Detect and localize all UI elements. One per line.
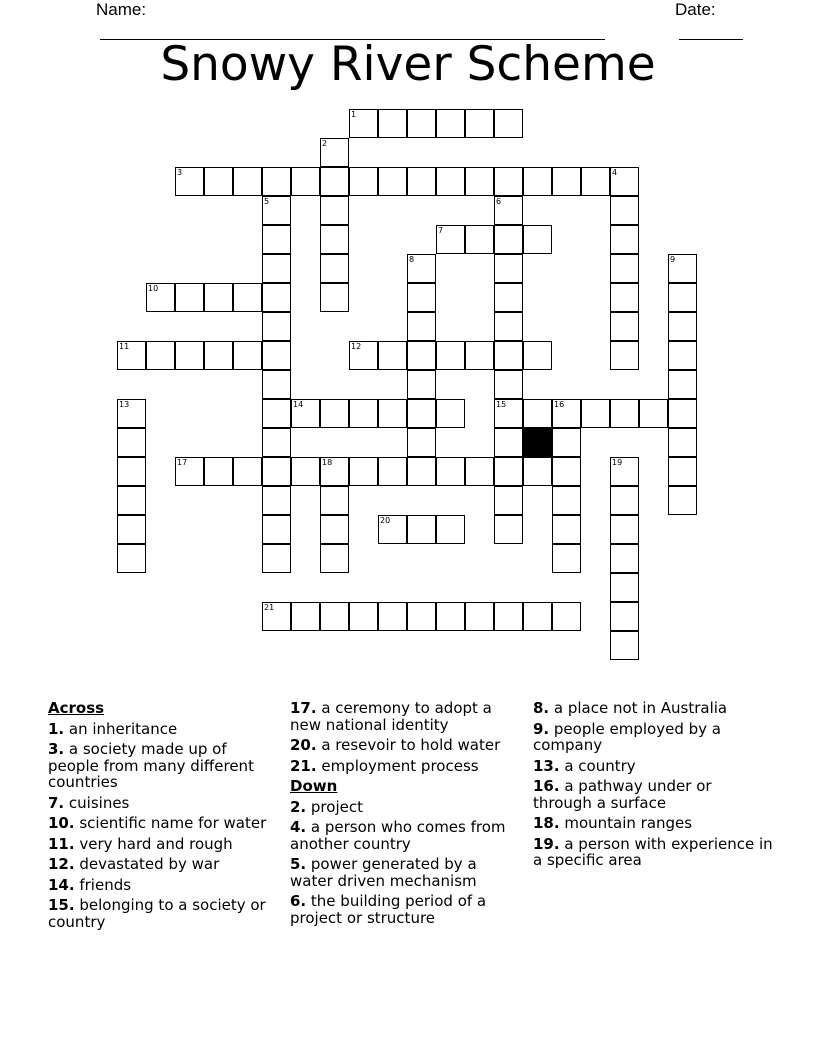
grid-cell[interactable] [668, 341, 697, 370]
grid-cell[interactable] [262, 254, 291, 283]
clue-number: 18 [322, 458, 333, 467]
grid-cell[interactable] [523, 602, 552, 631]
clue-number: 8 [409, 255, 415, 264]
grid-cell[interactable] [465, 457, 494, 486]
grid-cell[interactable] [291, 167, 320, 196]
grid-cell[interactable] [320, 486, 349, 515]
grid-cell[interactable] [610, 399, 639, 428]
down-heading: Down [290, 777, 338, 795]
clue-number: 9 [670, 255, 676, 264]
grid-cell[interactable] [262, 399, 291, 428]
grid-cell[interactable] [407, 370, 436, 399]
clue-number: 2 [322, 139, 328, 148]
grid-cell[interactable] [204, 167, 233, 196]
grid-cell[interactable] [465, 167, 494, 196]
grid-cell[interactable] [320, 602, 349, 631]
grid-cell[interactable] [639, 399, 668, 428]
grid-cell[interactable] [494, 167, 523, 196]
clue-down-13: 13. a country [533, 756, 636, 775]
grid-cell[interactable] [523, 225, 552, 254]
grid-cell[interactable] [407, 109, 436, 138]
grid-cell[interactable] [465, 109, 494, 138]
clue-number: 14 [293, 400, 304, 409]
grid-cell[interactable] [494, 254, 523, 283]
grid-cell[interactable] [552, 486, 581, 515]
grid-cell[interactable] [610, 254, 639, 283]
grid-cell[interactable] [552, 602, 581, 631]
grid-cell[interactable] [494, 370, 523, 399]
clue-across-14: 14. friends [48, 875, 132, 894]
clue-number: 12 [351, 342, 362, 351]
grid-cell[interactable] [117, 544, 146, 573]
grid-cell[interactable] [494, 486, 523, 515]
grid-cell[interactable] [146, 341, 175, 370]
grid-cell[interactable] [407, 457, 436, 486]
grid-cell[interactable] [523, 341, 552, 370]
grid-cell[interactable] [610, 631, 639, 660]
grid-cell[interactable] [668, 370, 697, 399]
clue-number: 11 [119, 342, 130, 351]
grid-cell[interactable] [465, 602, 494, 631]
grid-cell[interactable] [552, 167, 581, 196]
clues-column-3 [533, 700, 773, 873]
grid-cell[interactable] [610, 341, 639, 370]
date-label-text: Date: [675, 0, 716, 19]
clues-column-1 [48, 700, 278, 934]
clue-number: 20 [380, 516, 391, 525]
grid-cell[interactable] [407, 167, 436, 196]
grid-cell[interactable] [378, 399, 407, 428]
grid-cell[interactable] [407, 341, 436, 370]
clue-number: 17 [177, 458, 188, 467]
grid-cell[interactable] [175, 341, 204, 370]
grid-cell[interactable] [262, 544, 291, 573]
grid-cell[interactable] [436, 167, 465, 196]
grid-cell[interactable] [262, 486, 291, 515]
grid-cell[interactable] [320, 544, 349, 573]
grid-cell[interactable] [378, 341, 407, 370]
grid-cell[interactable] [320, 225, 349, 254]
clue-number: 3 [177, 168, 183, 177]
grid-cell[interactable] [320, 399, 349, 428]
clue-down-4: 4. a person who comes from another country [290, 818, 506, 853]
clue-number: 21 [264, 603, 275, 612]
grid-cell[interactable] [407, 515, 436, 544]
grid-cell[interactable] [523, 399, 552, 428]
grid-cell[interactable] [291, 457, 320, 486]
grid-cell[interactable] [233, 341, 262, 370]
grid-cell[interactable] [465, 225, 494, 254]
grid-cell[interactable] [436, 602, 465, 631]
grid-cell[interactable] [349, 399, 378, 428]
clue-down-8: 8. a place not in Australia [533, 699, 728, 717]
grid-cell[interactable] [262, 515, 291, 544]
grid-cell[interactable] [494, 428, 523, 457]
clue-down-6: 6. the building period of a project or structure [290, 892, 487, 927]
grid-cell[interactable] [523, 457, 552, 486]
grid-cell[interactable] [552, 544, 581, 573]
clue-across-21: 21. employment process [290, 756, 479, 775]
clue-down-16: 16. a pathway under or through a surface [533, 777, 712, 812]
grid-cell[interactable] [436, 341, 465, 370]
grid-cell[interactable] [581, 167, 610, 196]
grid-cell[interactable] [262, 341, 291, 370]
grid-cell[interactable] [494, 457, 523, 486]
clue-across-1: 1. an inheritance [48, 719, 178, 738]
grid-cell[interactable] [204, 457, 233, 486]
grid-cell[interactable] [581, 399, 610, 428]
grid-cell[interactable] [610, 196, 639, 225]
grid-cell[interactable] [436, 109, 465, 138]
grid-cell[interactable] [175, 283, 204, 312]
grid-cell[interactable] [610, 283, 639, 312]
grid-cell[interactable] [233, 283, 262, 312]
grid-cell[interactable] [262, 428, 291, 457]
grid-cell[interactable] [378, 109, 407, 138]
grid-cell[interactable] [552, 428, 581, 457]
grid-cell[interactable] [262, 283, 291, 312]
grid-cell[interactable] [378, 602, 407, 631]
clue-down-5: 5. power generated by a water driven mechanism [290, 855, 477, 890]
grid-cell[interactable] [436, 457, 465, 486]
grid-cell[interactable] [436, 399, 465, 428]
grid-cell[interactable] [668, 486, 697, 515]
clue-down-19: 19. a person with experience in a specific area [533, 834, 773, 869]
grid-cell[interactable] [349, 602, 378, 631]
grid-cell[interactable] [610, 515, 639, 544]
grid-cell[interactable] [668, 399, 697, 428]
clue-down-9: 9. people employed by a company [533, 719, 721, 754]
grid-cell[interactable] [117, 457, 146, 486]
grid-cell[interactable] [291, 602, 320, 631]
grid-cell[interactable] [610, 544, 639, 573]
clue-across-12: 12. devastated by war [48, 855, 220, 873]
grid-cell[interactable] [494, 602, 523, 631]
grid-cell[interactable] [262, 167, 291, 196]
clue-across-20: 20. a resevoir to hold water [290, 736, 501, 754]
grid-cell[interactable] [668, 457, 697, 486]
clue-across-10: 10. scientific name for water [48, 814, 267, 832]
grid-cell[interactable] [668, 428, 697, 457]
clue-across-17: 17. a ceremony to adopt a new national identity [290, 699, 492, 734]
grid-cell[interactable] [204, 341, 233, 370]
grid-cell[interactable] [465, 341, 494, 370]
clue-number: 1 [351, 110, 357, 119]
page-title: Snowy River Scheme [160, 37, 656, 92]
clue-across-11: 11. very hard and rough [48, 834, 233, 853]
grid-cell[interactable] [262, 312, 291, 341]
grid-cell[interactable] [610, 573, 639, 602]
grid-cell[interactable] [523, 167, 552, 196]
grid-cell[interactable] [117, 486, 146, 515]
across-heading: Across [48, 699, 105, 717]
blocked-cell [523, 428, 552, 457]
clue-number: 6 [496, 197, 502, 206]
grid-cell[interactable] [320, 167, 349, 196]
grid-cell[interactable] [117, 428, 146, 457]
clue-number: 5 [264, 197, 270, 206]
grid-cell[interactable] [552, 515, 581, 544]
grid-cell[interactable] [494, 283, 523, 312]
grid-cell[interactable] [407, 399, 436, 428]
grid-cell[interactable] [436, 515, 465, 544]
grid-cell[interactable] [320, 196, 349, 225]
grid-cell[interactable] [262, 457, 291, 486]
grid-cell[interactable] [610, 486, 639, 515]
clue-down-18: 18. mountain ranges [533, 814, 693, 832]
grid-cell[interactable] [407, 312, 436, 341]
grid-cell[interactable] [668, 283, 697, 312]
grid-cell[interactable] [407, 428, 436, 457]
clue-number: 15 [496, 400, 507, 409]
grid-cell[interactable] [320, 515, 349, 544]
grid-cell[interactable] [494, 109, 523, 138]
grid-cell[interactable] [668, 312, 697, 341]
clue-down-2: 2. project [290, 797, 363, 816]
name-label-text: Name: [96, 0, 147, 19]
grid-cell[interactable] [262, 370, 291, 399]
grid-cell[interactable] [494, 312, 523, 341]
clue-across-7: 7. cuisines [48, 793, 130, 812]
grid-cell[interactable] [610, 225, 639, 254]
clues-column-2 [290, 700, 522, 930]
grid-cell[interactable] [552, 457, 581, 486]
grid-cell[interactable] [233, 457, 262, 486]
clue-number: 16 [554, 400, 565, 409]
grid-cell[interactable] [407, 602, 436, 631]
grid-cell[interactable] [320, 283, 349, 312]
grid-cell[interactable] [494, 515, 523, 544]
grid-cell[interactable] [117, 515, 146, 544]
grid-cell[interactable] [378, 167, 407, 196]
grid-cell[interactable] [320, 254, 349, 283]
clue-across-15: 15. belonging to a society or country [48, 896, 266, 931]
grid-cell[interactable] [494, 341, 523, 370]
grid-cell[interactable] [407, 283, 436, 312]
clue-number: 7 [438, 226, 444, 235]
grid-cell[interactable] [233, 167, 262, 196]
grid-cell[interactable] [349, 167, 378, 196]
grid-cell[interactable] [378, 457, 407, 486]
clue-across-3: 3. a society made up of people from many different countries [48, 740, 254, 791]
grid-cell[interactable] [494, 225, 523, 254]
clue-number: 10 [148, 284, 159, 293]
clue-number: 4 [612, 168, 618, 177]
grid-cell[interactable] [349, 457, 378, 486]
grid-cell[interactable] [204, 283, 233, 312]
grid-cell[interactable] [610, 602, 639, 631]
clue-number: 19 [612, 458, 623, 467]
clue-number: 13 [119, 400, 130, 409]
grid-cell[interactable] [262, 225, 291, 254]
grid-cell[interactable] [610, 312, 639, 341]
